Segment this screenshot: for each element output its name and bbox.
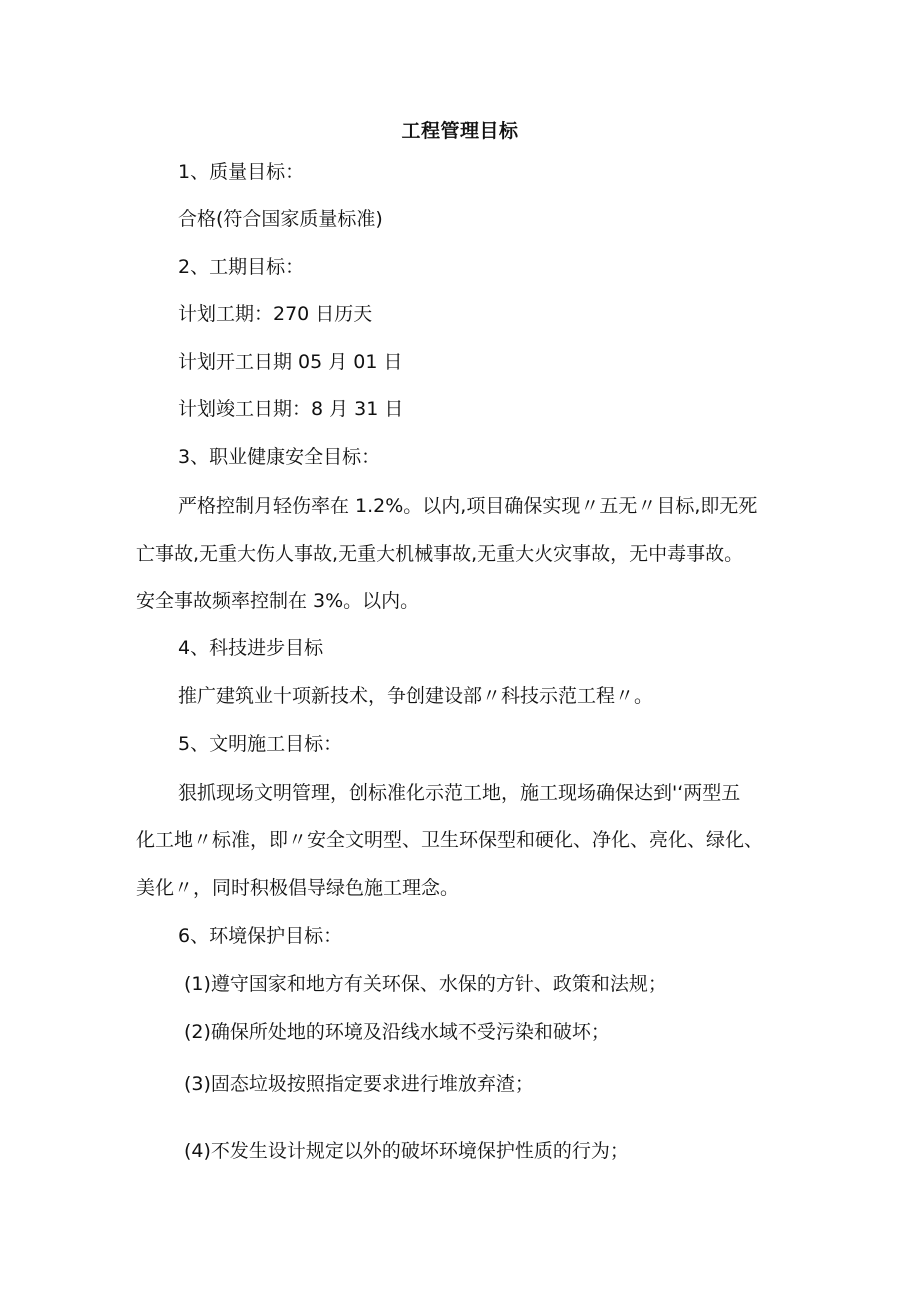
environment-item-2: (2)确保所处地的环境及沿线水域不受污染和破坏； [184,1021,610,1043]
quality-heading: 1、质量目标： [178,161,305,183]
technology-text: 推广建筑业十项新技术，争创建设部〃科技示范工程〃。 [178,685,654,707]
civilized-line-3: 美化〃，同时积极倡导绿色施工理念。 [136,877,460,899]
technology-heading: 4、科技进步目标 [178,637,324,659]
safety-line-3: 安全事故频率控制在 3%。以内。 [136,590,420,612]
schedule-duration: 计划工期：270 日历天 [178,303,373,325]
civilized-heading: 5、文明施工目标： [178,733,343,755]
civilized-line-2: 化工地〃标准，即〃安全文明型、卫生环保型和硬化、净化、亮化、绿化、 [136,829,764,851]
quality-text: 合格(符合国家质量标准) [178,208,383,230]
environment-item-4: (4)不发生设计规定以外的破坏环境保护性质的行为； [184,1140,629,1162]
environment-item-1: (1)遵守国家和地方有关环保、水保的方针、政策和法规； [184,973,667,995]
schedule-end: 计划竣工日期：8 月 31 日 [178,398,404,420]
environment-item-3: (3)固态垃圾按照指定要求进行堆放弃渣； [184,1073,534,1095]
safety-line-1: 严格控制月轻伤率在 1.2%。以内,项目确保实现〃五无〃目标,即无死 [178,495,758,517]
schedule-heading: 2、工期目标： [178,256,305,278]
safety-heading: 3、职业健康安全目标： [178,446,381,468]
schedule-start: 计划开工日期 05 月 01 日 [178,351,403,373]
environment-heading: 6、环境保护目标： [178,925,343,947]
page-title: 工程管理目标 [401,120,519,142]
safety-line-2: 亡事故,无重大伤人事故,无重大机械事故,无重大火灾事故，无中毒事故。 [136,543,744,565]
civilized-line-1: 狠抓现场文明管理，创标准化示范工地，施工现场确保达到'‘两型五 [178,782,741,804]
